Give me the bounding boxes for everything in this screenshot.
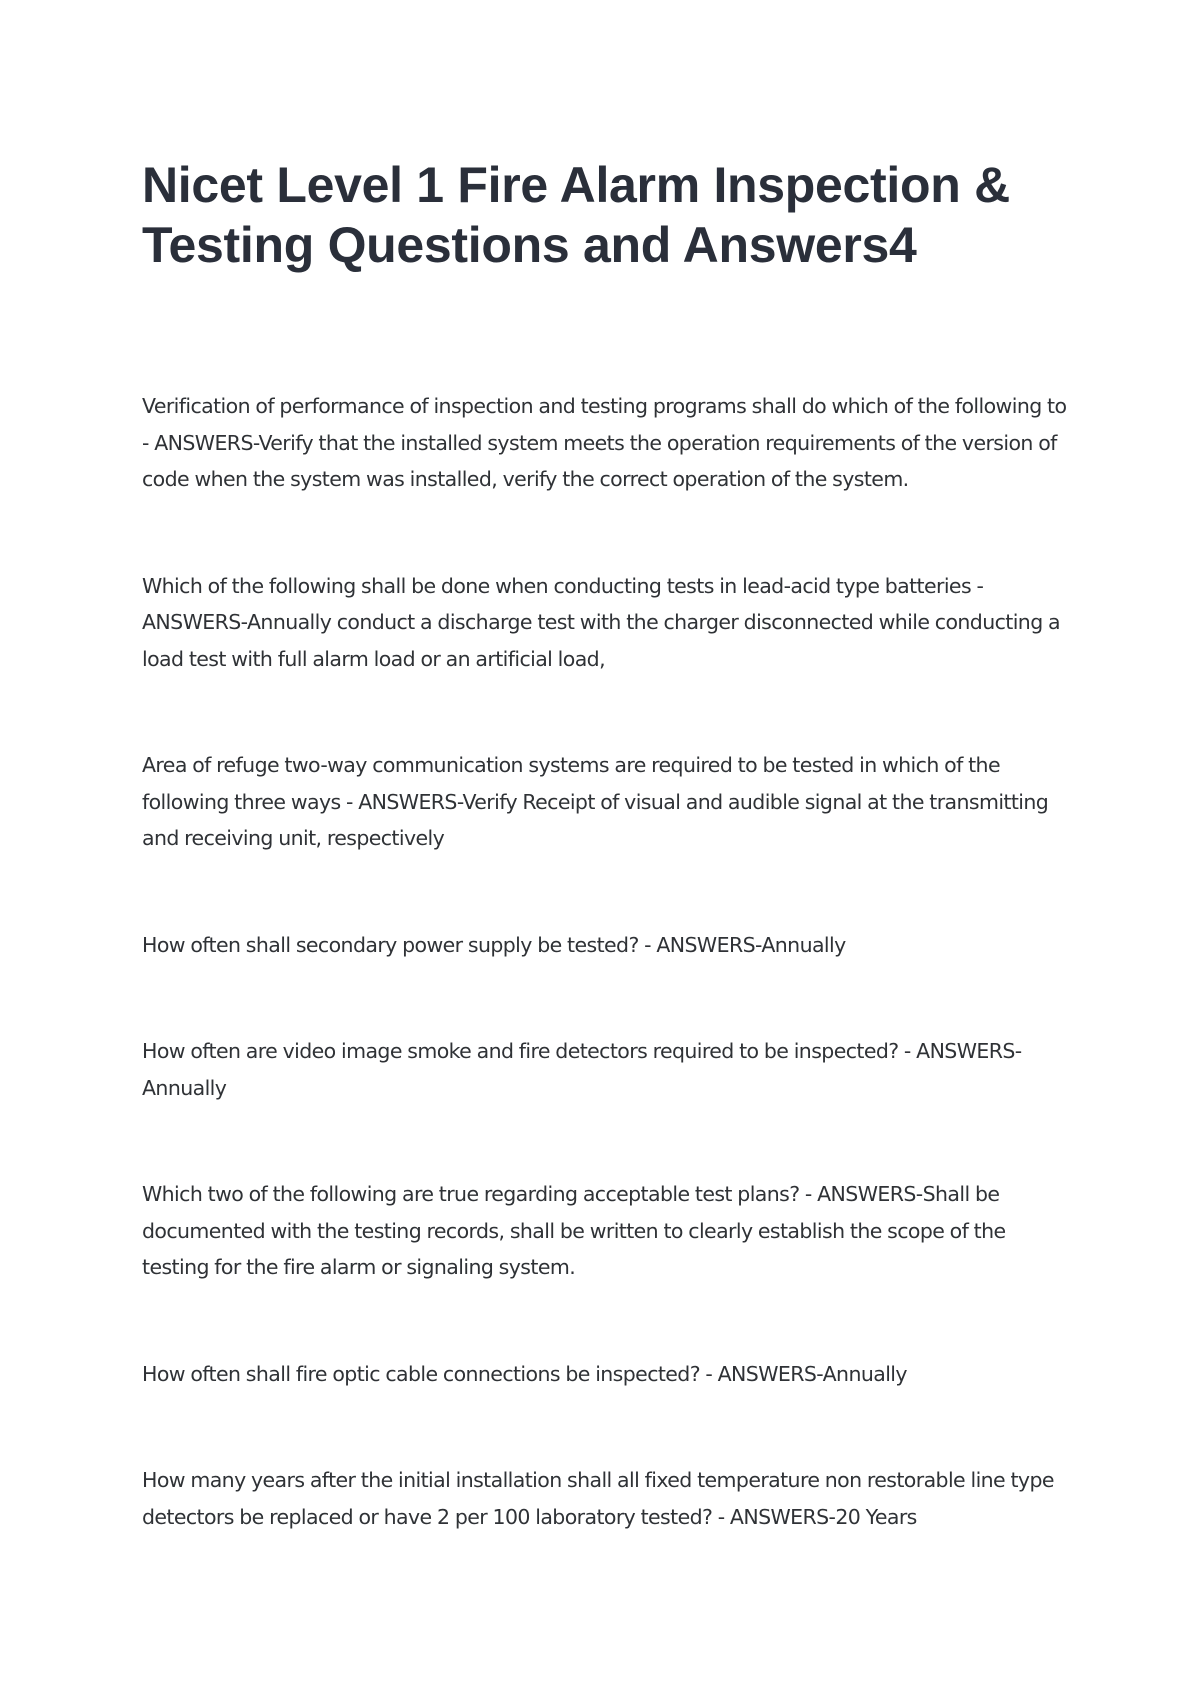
qa-item: Area of refuge two-way communication systems are required to be tested in which of the following three ways - ANSWERS-Verify Receipt of visual and audible signal at the transmitting and receiving unit, respectively	[142, 753, 1049, 850]
qa-item: Verification of performance of inspection and testing programs shall do which of the following to - ANSWERS-Verify that the installed system meets the operation requirements of the version of code when the system was installed, verify the correct operation of the system.	[142, 394, 1067, 491]
qa-item: How often shall secondary power supply be tested? - ANSWERS-Annually	[142, 932, 846, 957]
document-title: Nicet Level 1 Fire Alarm Inspection & Testing Questions and Answers4	[142, 157, 1010, 273]
qa-item: How often are video image smoke and fire detectors required to be inspected? - ANSWERS-Annually	[142, 1039, 1022, 1100]
qa-item: How often shall fire optic cable connections be inspected? - ANSWERS-Annually	[142, 1361, 907, 1386]
qa-item: Which two of the following are true regarding acceptable test plans? - ANSWERS-Shall be documented with the testing records, shall be written to clearly establish the scope of the testing for the fire alarm or signaling system.	[142, 1182, 1006, 1279]
qa-list	[142, 388, 1070, 1535]
qa-item: Which of the following shall be done when conducting tests in lead-acid type batteries - ANSWERS-Annually conduct a discharge test with the charger disconnected while conducting a load test with full alarm load or an artificial load,	[142, 573, 1060, 671]
qa-item: How many years after the initial installation shall all fixed temperature non restorable line type detectors be replaced or have 2 per 100 laboratory tested? - ANSWERS-20 Years	[142, 1468, 1054, 1529]
